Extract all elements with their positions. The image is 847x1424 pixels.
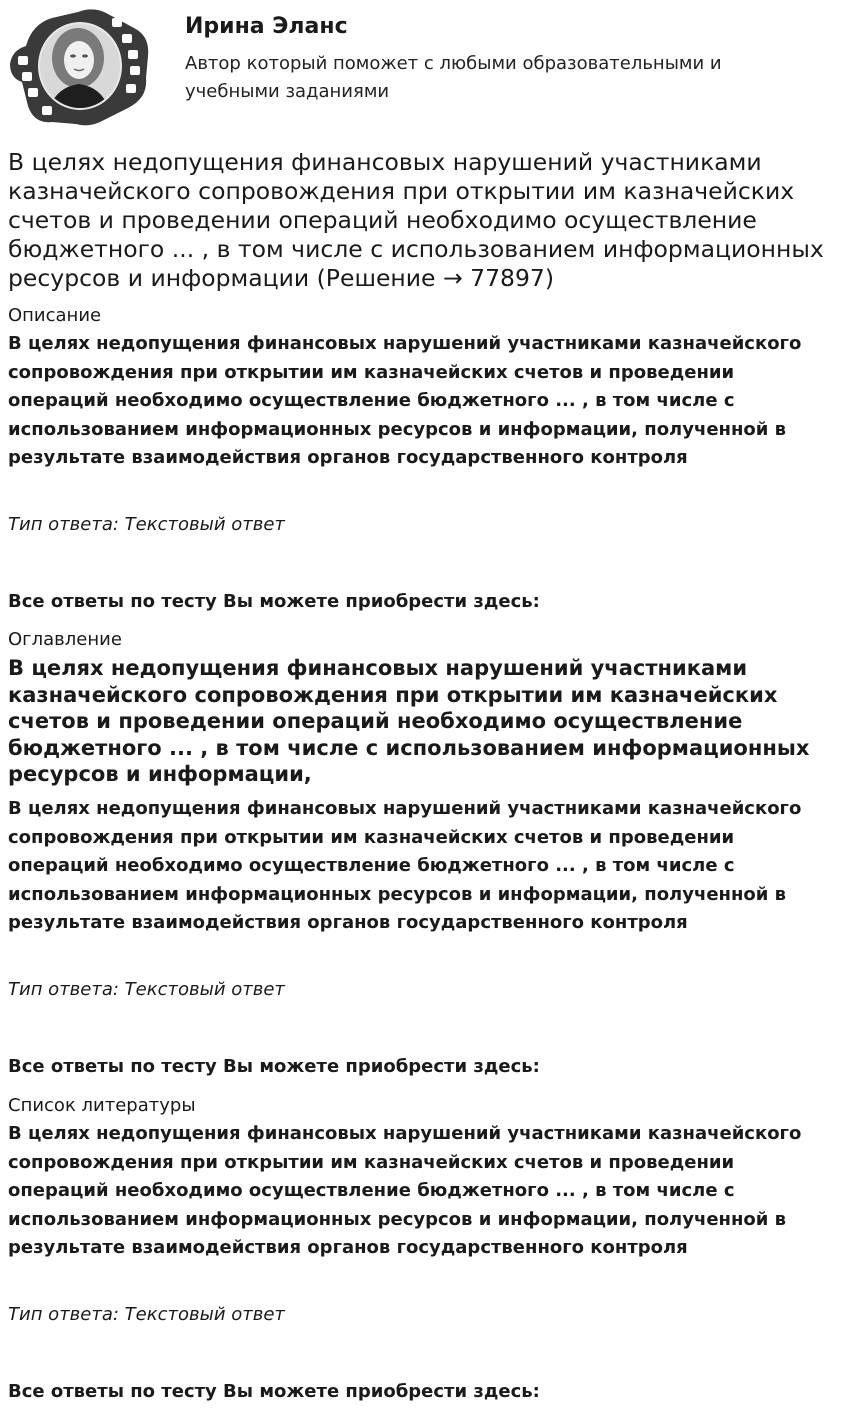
description-buy-link[interactable]: Все ответы по тесту Вы можете приобрести здесь: (8, 591, 540, 612)
page (8, 0, 838, 1402)
description-answer-type: Тип ответа: Текстовый ответ (8, 514, 285, 535)
page-title: В целях недопущения финансовых нарушений участниками казначейского сопровождения при открытии им казначейских счетов и проведении операций необходимо осуществление бюджетного ... , в том числе с использованием информационных ресурсов и информации (Решение → 77897) (8, 148, 824, 292)
description-label: Описание (8, 305, 102, 326)
author-block (8, 0, 838, 140)
toc-buy-link[interactable]: Все ответы по тесту Вы можете приобрести здесь: (8, 1056, 540, 1077)
literature-buy-link[interactable]: Все ответы по тесту Вы можете приобрести здесь: (8, 1381, 540, 1402)
toc-answer-type: Тип ответа: Текстовый ответ (8, 979, 285, 1000)
toc-heading: В целях недопущения финансовых нарушений участниками казначейского сопровождения при открытии им казначейских счетов и проведении операций необходимо осуществление бюджетного ... , в том числе с использованием информационных ресурсов и информации, (8, 656, 810, 786)
author-bio: Автор который поможет с любыми образовательными и учебными заданиями (185, 53, 722, 102)
author-name[interactable]: Ирина Эланс (185, 14, 348, 39)
toc-text: В целях недопущения финансовых нарушений участниками казначейского сопровождения при открытии им казначейских счетов и проведении операций необходимо осуществление бюджетного ... , в том числе с использованием информационных ресурсов и информации, полученной в результате взаимодействия органов государственного контроля (8, 798, 802, 933)
author-avatar[interactable] (8, 6, 152, 128)
toc-label: Оглавление (8, 629, 122, 650)
literature-answer-type: Тип ответа: Текстовый ответ (8, 1304, 285, 1325)
literature-label: Список литературы (8, 1095, 196, 1116)
description-text: В целях недопущения финансовых нарушений участниками казначейского сопровождения при открытии им казначейских счетов и проведении операций необходимо осуществление бюджетного ... , в том числе с использованием информационных ресурсов и информации, полученной в результате взаимодействия органов государственного контроля (8, 333, 802, 468)
literature-text: В целях недопущения финансовых нарушений участниками казначейского сопровождения при открытии им казначейских счетов и проведении операций необходимо осуществление бюджетного ... , в том числе с использованием информационных ресурсов и информации, полученной в результате взаимодействия органов государственного контроля (8, 1123, 802, 1258)
